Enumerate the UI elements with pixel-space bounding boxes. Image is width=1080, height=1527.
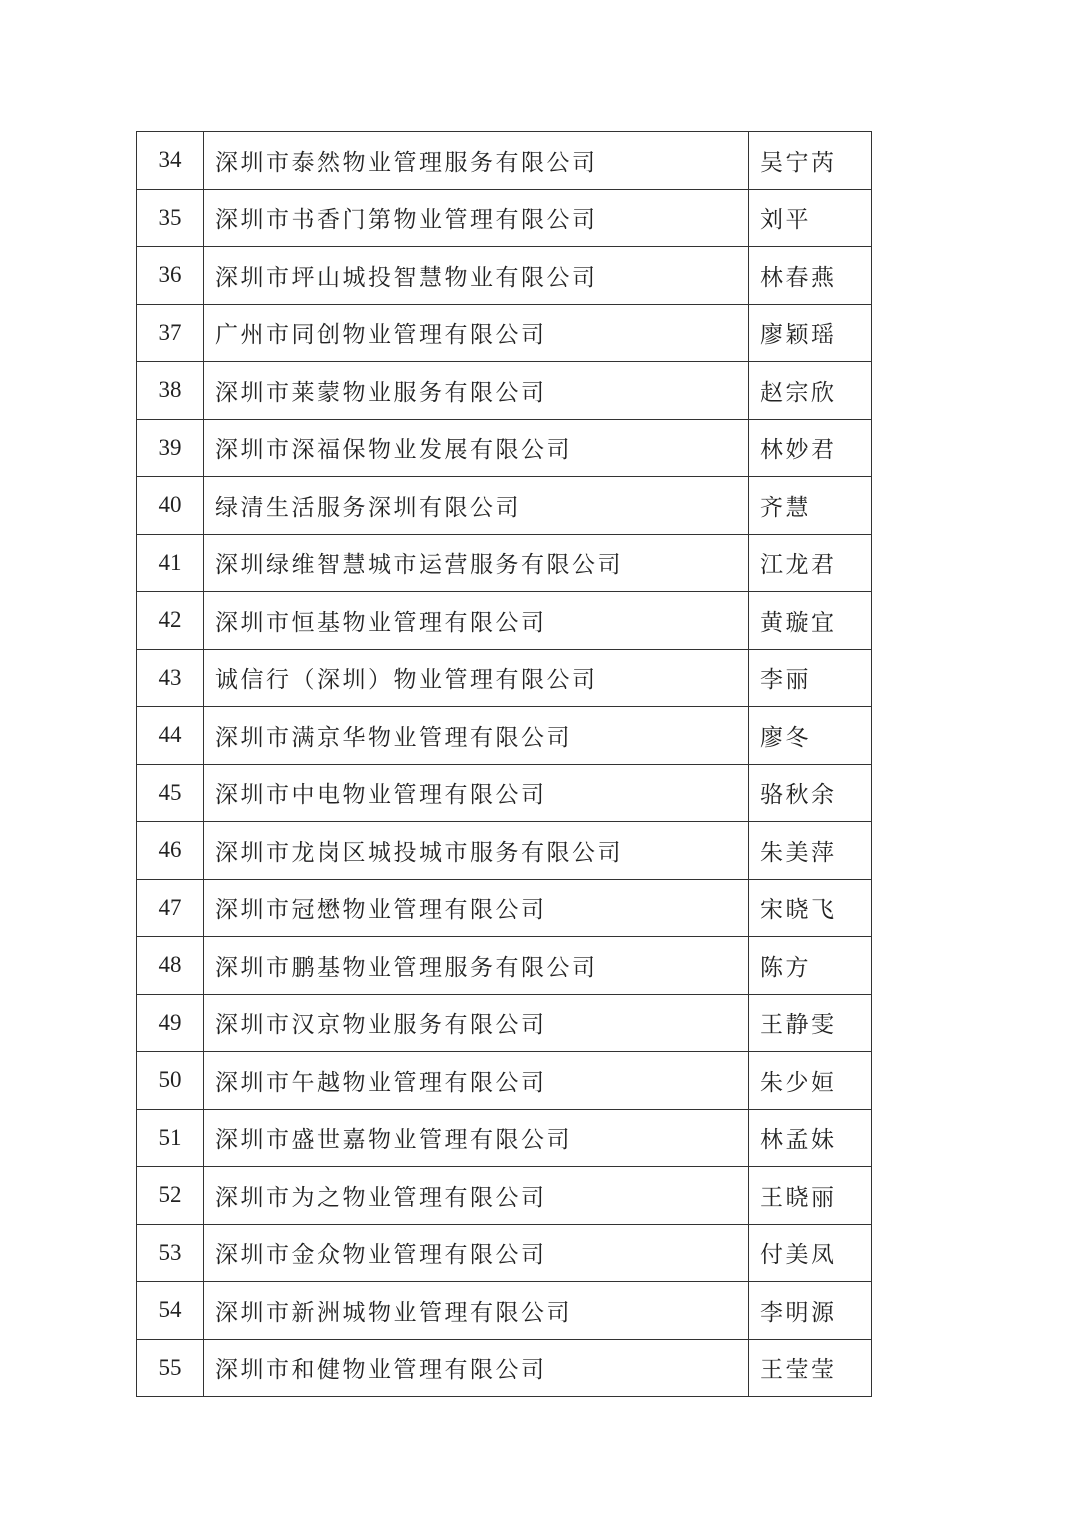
row-number-cell: 48 — [137, 937, 204, 995]
company-name-cell: 深圳市满京华物业管理有限公司 — [204, 707, 749, 765]
table-row — [137, 477, 872, 535]
row-number-cell: 53 — [137, 1224, 204, 1282]
contact-name-cell: 廖颖瑶 — [749, 304, 872, 362]
contact-name-cell: 陈方 — [749, 937, 872, 995]
contact-name-cell: 付美凤 — [749, 1224, 872, 1282]
row-number-cell: 36 — [137, 247, 204, 305]
table-row — [137, 419, 872, 477]
row-number-cell: 52 — [137, 1167, 204, 1225]
table-row — [137, 132, 872, 190]
row-number-cell: 55 — [137, 1339, 204, 1397]
contact-name-cell: 林春燕 — [749, 247, 872, 305]
table-row — [137, 994, 872, 1052]
row-number-cell: 34 — [137, 132, 204, 190]
table-row — [137, 1339, 872, 1397]
contact-name-cell: 吴宁芮 — [749, 132, 872, 190]
company-name-cell: 深圳市坪山城投智慧物业有限公司 — [204, 247, 749, 305]
table-row — [137, 247, 872, 305]
company-list-table — [136, 131, 872, 1397]
row-number-cell: 43 — [137, 649, 204, 707]
contact-name-cell: 李明源 — [749, 1282, 872, 1340]
row-number-cell: 50 — [137, 1052, 204, 1110]
contact-name-cell: 黄璇宜 — [749, 592, 872, 650]
table-row — [137, 1224, 872, 1282]
company-name-cell: 绿清生活服务深圳有限公司 — [204, 477, 749, 535]
row-number-cell: 49 — [137, 994, 204, 1052]
row-number-cell: 46 — [137, 822, 204, 880]
row-number-cell: 38 — [137, 362, 204, 420]
company-name-cell: 深圳市午越物业管理有限公司 — [204, 1052, 749, 1110]
company-name-cell: 深圳市金众物业管理有限公司 — [204, 1224, 749, 1282]
table-row — [137, 879, 872, 937]
table-row — [137, 592, 872, 650]
row-number-cell: 44 — [137, 707, 204, 765]
company-name-cell: 深圳绿维智慧城市运营服务有限公司 — [204, 534, 749, 592]
contact-name-cell: 江龙君 — [749, 534, 872, 592]
row-number-cell: 37 — [137, 304, 204, 362]
company-name-cell: 诚信行（深圳）物业管理有限公司 — [204, 649, 749, 707]
contact-name-cell: 朱美萍 — [749, 822, 872, 880]
row-number-cell: 40 — [137, 477, 204, 535]
company-name-cell: 深圳市为之物业管理有限公司 — [204, 1167, 749, 1225]
company-name-cell: 深圳市泰然物业管理服务有限公司 — [204, 132, 749, 190]
contact-name-cell: 赵宗欣 — [749, 362, 872, 420]
row-number-cell: 45 — [137, 764, 204, 822]
company-name-cell: 深圳市莱蒙物业服务有限公司 — [204, 362, 749, 420]
company-name-cell: 深圳市中电物业管理有限公司 — [204, 764, 749, 822]
company-name-cell: 深圳市新洲城物业管理有限公司 — [204, 1282, 749, 1340]
company-name-cell: 深圳市汉京物业服务有限公司 — [204, 994, 749, 1052]
row-number-cell: 42 — [137, 592, 204, 650]
table-body — [137, 132, 872, 1397]
contact-name-cell: 李丽 — [749, 649, 872, 707]
row-number-cell: 35 — [137, 189, 204, 247]
contact-name-cell: 王静雯 — [749, 994, 872, 1052]
table-row — [137, 1282, 872, 1340]
contact-name-cell: 廖冬 — [749, 707, 872, 765]
row-number-cell: 54 — [137, 1282, 204, 1340]
row-number-cell: 41 — [137, 534, 204, 592]
table-row — [137, 1109, 872, 1167]
row-number-cell: 39 — [137, 419, 204, 477]
contact-name-cell: 骆秋余 — [749, 764, 872, 822]
contact-name-cell: 齐慧 — [749, 477, 872, 535]
company-name-cell: 深圳市恒基物业管理有限公司 — [204, 592, 749, 650]
company-name-cell: 深圳市鹏基物业管理服务有限公司 — [204, 937, 749, 995]
contact-name-cell: 林孟妹 — [749, 1109, 872, 1167]
contact-name-cell: 王莹莹 — [749, 1339, 872, 1397]
table-row — [137, 304, 872, 362]
table-row — [137, 649, 872, 707]
table-row — [137, 362, 872, 420]
table-row — [137, 822, 872, 880]
row-number-cell: 51 — [137, 1109, 204, 1167]
contact-name-cell: 刘平 — [749, 189, 872, 247]
row-number-cell: 47 — [137, 879, 204, 937]
company-name-cell: 深圳市和健物业管理有限公司 — [204, 1339, 749, 1397]
table-row — [137, 1052, 872, 1110]
company-name-cell: 深圳市深福保物业发展有限公司 — [204, 419, 749, 477]
table-row — [137, 189, 872, 247]
contact-name-cell: 王晓丽 — [749, 1167, 872, 1225]
table-row — [137, 534, 872, 592]
company-name-cell: 深圳市书香门第物业管理有限公司 — [204, 189, 749, 247]
contact-name-cell: 朱少姮 — [749, 1052, 872, 1110]
table-row — [137, 707, 872, 765]
table-row — [137, 1167, 872, 1225]
table-row — [137, 937, 872, 995]
company-name-cell: 广州市同创物业管理有限公司 — [204, 304, 749, 362]
table-row — [137, 764, 872, 822]
company-name-cell: 深圳市冠懋物业管理有限公司 — [204, 879, 749, 937]
company-name-cell: 深圳市龙岗区城投城市服务有限公司 — [204, 822, 749, 880]
contact-name-cell: 林妙君 — [749, 419, 872, 477]
company-name-cell: 深圳市盛世嘉物业管理有限公司 — [204, 1109, 749, 1167]
contact-name-cell: 宋晓飞 — [749, 879, 872, 937]
